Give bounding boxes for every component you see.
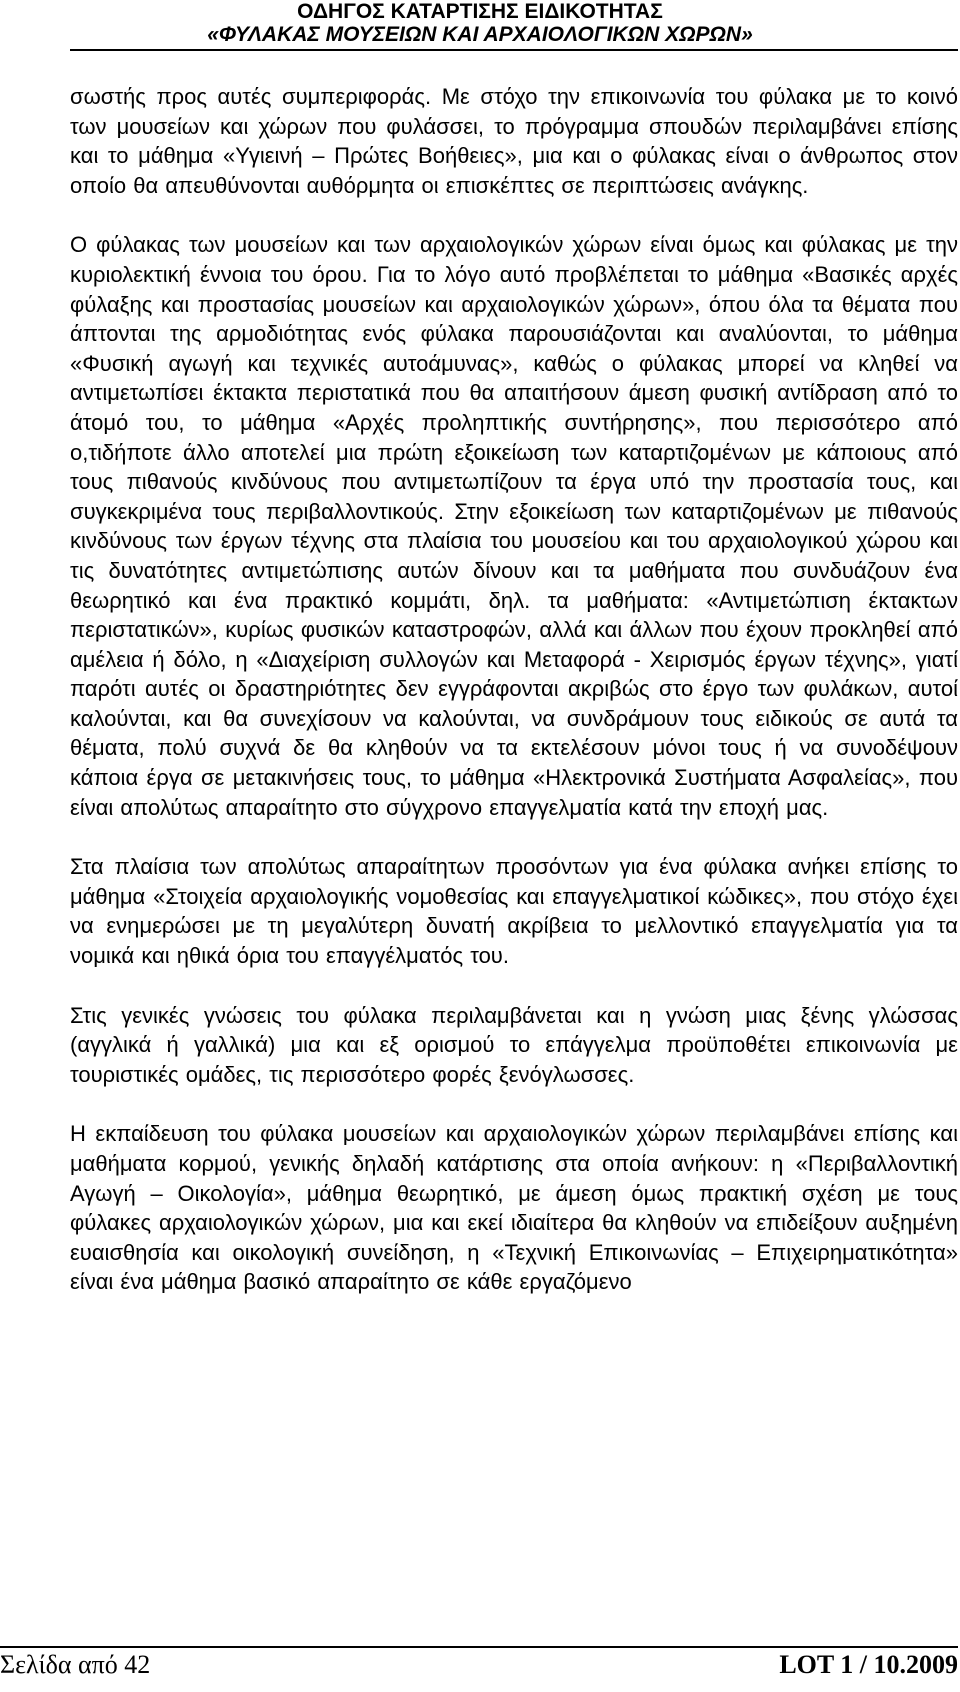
header-title: ΟΔΗΓΟΣ ΚΑΤΑΡΤΙΣΗΣ ΕΙΔΙΚΟΤΗΤΑΣ xyxy=(297,0,663,23)
paragraph-1: σωστής προς αυτές συμπεριφοράς. Με στόχο την επικοινωνία του φύλακα με το κοινό των μουσείων και χώρων που φυλάσσει, το πρόγραμμα σπουδών περιλαμβάνει επίσης και το μάθημα «Υγιεινή – Πρώτες Βοήθειες», μια και ο φύλακας είναι ο άνθρωπος στον οποίο θα απευθύνονται αυθόρμητα οι επισκέπτες σε περιπτώσεις ανάγκης. xyxy=(70,84,958,198)
paragraph-4: Στις γενικές γνώσεις του φύλακα περιλαμβάνεται και η γνώση μιας ξένης γλώσσας (αγγλικά ή γαλλικά) μια και εξ ορισμού το επάγγελμα προϋποθέτει επικοινωνία με τουριστικές ομάδες, τις περισσότερο φορές ξενόγλωσσες. xyxy=(70,1002,958,1087)
document-body xyxy=(70,82,958,1297)
paragraph-3: Στα πλαίσια των απολύτως απαραίτητων προσόντων για ένα φύλακα ανήκει επίσης το μάθημα «Στοιχεία αρχαιολογικής νομοθεσίας και επαγγελματικοί κώδικες», που στόχο έχει να ενημερώσει με τη μεγαλύτερη δυνατή ακρίβεια το μελλοντικό επαγγελματία για τα νομικά και ηθικά όρια του επαγγέλματός του. xyxy=(70,854,958,969)
footer-rule xyxy=(0,1646,958,1648)
paragraph-2: Ο φύλακας των μουσείων και των αρχαιολογικών χώρων είναι όμως και φύλακας με την κυριολεκτική έννοια του όρου. Για το λόγο αυτό προβλέπεται το μάθημα «Βασικές αρχές φύλαξης και προστασίας μουσείων και αρχαιολογικών χώρων», όπου όλα τα θέματα που άπτονται της αρμοδιότητας ενός φύλακα παρουσιάζονται και αναλύονται, το μάθημα «Φυσική αγωγή και τεχνικές αυτοάμυνας», καθώς ο φύλακας μπορεί να κληθεί να αντιμετωπίσει έκτακτα περιστατικά που θα απαιτήσουν άμεση φυσική αντίδραση από το άτομό του, το μάθημα «Αρχές προληπτικής συντήρησης», που περισσότερο από ο,τιδήποτε άλλο αποτελεί μια πρώτη εξοικείωση των καταρτιζομένων με κάποιους από τους πιθανούς κινδύνους που αντιμετωπίζουν τα έργα υπό την προστασία τους, και συγκεκριμένα τους περιβαλλοντικούς. Στην εξοικείωση των καταρτιζομένων με πιθανούς κινδύνους των έργων τέχνης στα πλαίσια του μουσείου και του αρχαιολογικού χώρου και τις δυνατότητες αντιμετώπισης αυτών δίνουν και τα μαθήματα που συνδυάζουν ένα θεωρητικό και ένα πρακτικό κομμάτι, δηλ. τα μαθήματα: «Αντιμετώπιση έκτακτων περιστατικών», κυρίως φυσικών καταστροφών, αλλά και άλλων που έχουν προκληθεί από αμέλεια ή δόλο, η «Διαχείριση συλλογών και Μεταφορά - Χειρισμός έργων τέχνης», γιατί παρότι αυτές οι δραστηριότητες δεν εγγράφονται ακριβώς στο έργο των φυλάκων, αυτοί καλούνται, και θα συνεχίσουν να καλούνται, να συνδράμουν τους ειδικούς σε αυτά τα θέματα, πολύ συχνά δε θα κληθούν να τα εκτελέσουν μόνοι τους ή να συνοδέψουν κάποια έργα σε μετακινήσεις τους, το μάθημα «Ηλεκτρονικά Συστήματα Ασφαλείας», που είναι απολύτως απαραίτητο στο σύγχρονο επαγγελματία κατά την εποχή μας. xyxy=(70,232,958,820)
header-rule xyxy=(70,49,958,51)
header-subtitle: «ΦΥΛΑΚΑΣ ΜΟΥΣΕΙΩΝ ΚΑΙ ΑΡΧΑΙΟΛΟΓΙΚΩΝ ΧΩΡΩΝ» xyxy=(207,23,753,46)
document-code: LOT 1 / 10.2009 xyxy=(779,1650,958,1679)
paragraph-5: Η εκπαίδευση του φύλακα μουσείων και αρχαιολογικών χώρων περιλαμβάνει επίσης και μαθήματα κορμού, γενικής δηλαδή κατάρτισης στα οποία ανήκουν: η «Περιβαλλοντική Αγωγή – Οικολογία», μάθημα θεωρητικό, με άμεση όμως πρακτική σχέση με τους φύλακες αρχαιολογικών χώρων, μια και εκεί ιδιαίτερα θα κληθούν να επιδείξουν αυξημένη ευαισθησία και οικολογική συνείδηση, η «Τεχνική Επικοινωνίας – Επιχειρηματικότητα» είναι ένα μάθημα βασικό απαραίτητο σε κάθε εργαζόμενο xyxy=(70,1121,958,1295)
page-number: Σελίδα από 42 xyxy=(0,1650,151,1679)
